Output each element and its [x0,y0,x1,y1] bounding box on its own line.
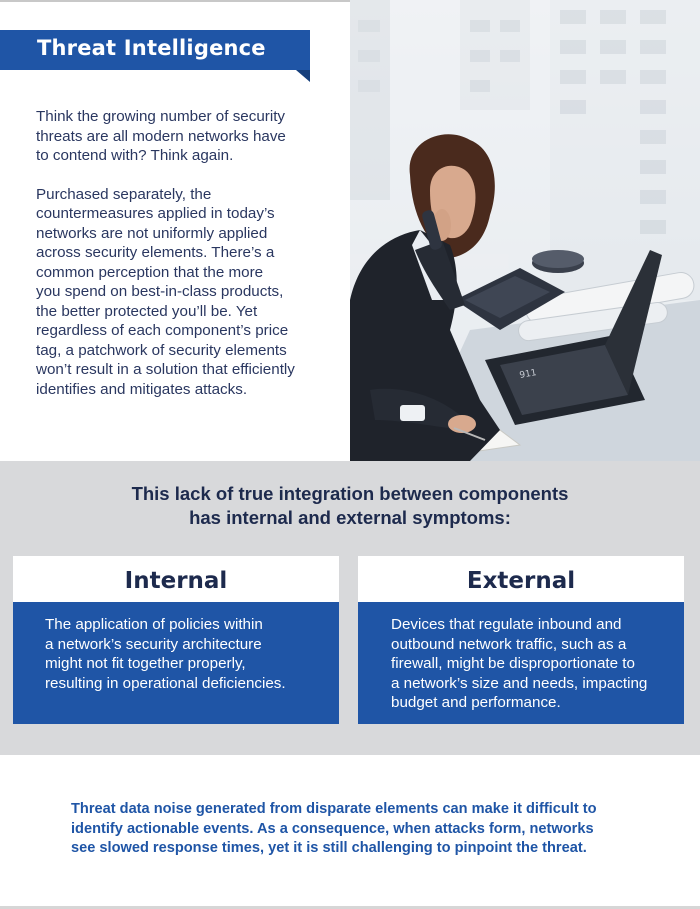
title-banner-fold [296,70,310,82]
svg-text:911: 911 [518,368,538,381]
hero-photo [350,0,700,461]
intro-copy [36,107,336,399]
footer-note: Threat data noise generated from disparate elements can make it difficult to identify actionable events. As a consequence, when attacks form, networks see slowed response times, yet it is still challenging to pinpoint the threat. [71,801,597,856]
external-card-text: Devices that regulate inbound and outbound network traffic, such as a firewall, might be disproportionate to a network’s size and needs, impacting budget and performance. [358,602,684,724]
internal-card-text: The application of policies within a network’s security architecture might not fit together properly, resulting in operational deficiencies. [13,602,339,724]
symptoms-heading: This lack of true integration between components has internal and external symptoms: [131,483,569,528]
office-scene-illustration [350,0,700,461]
page-title: Threat Intelligence [37,36,266,60]
internal-symptom-card [13,556,339,724]
external-card-title: External [358,556,684,602]
intro-paragraph-2: Purchased separately, the countermeasures applied in today’s networks are not uniformly applied across security elements. There’s a common perception that the more you spend on best-in-class products, the better protected you’ll be. Yet regardless of each component’s price tag, a patchwork of security elements won’t result in a solution that efficiently identifies and mitigates attacks. [36,185,295,398]
intro-paragraph-1: Think the growing number of security threats are all modern networks have to contend with? Think again. [36,108,286,164]
internal-card-title: Internal [13,556,339,602]
external-symptom-card [358,556,684,724]
